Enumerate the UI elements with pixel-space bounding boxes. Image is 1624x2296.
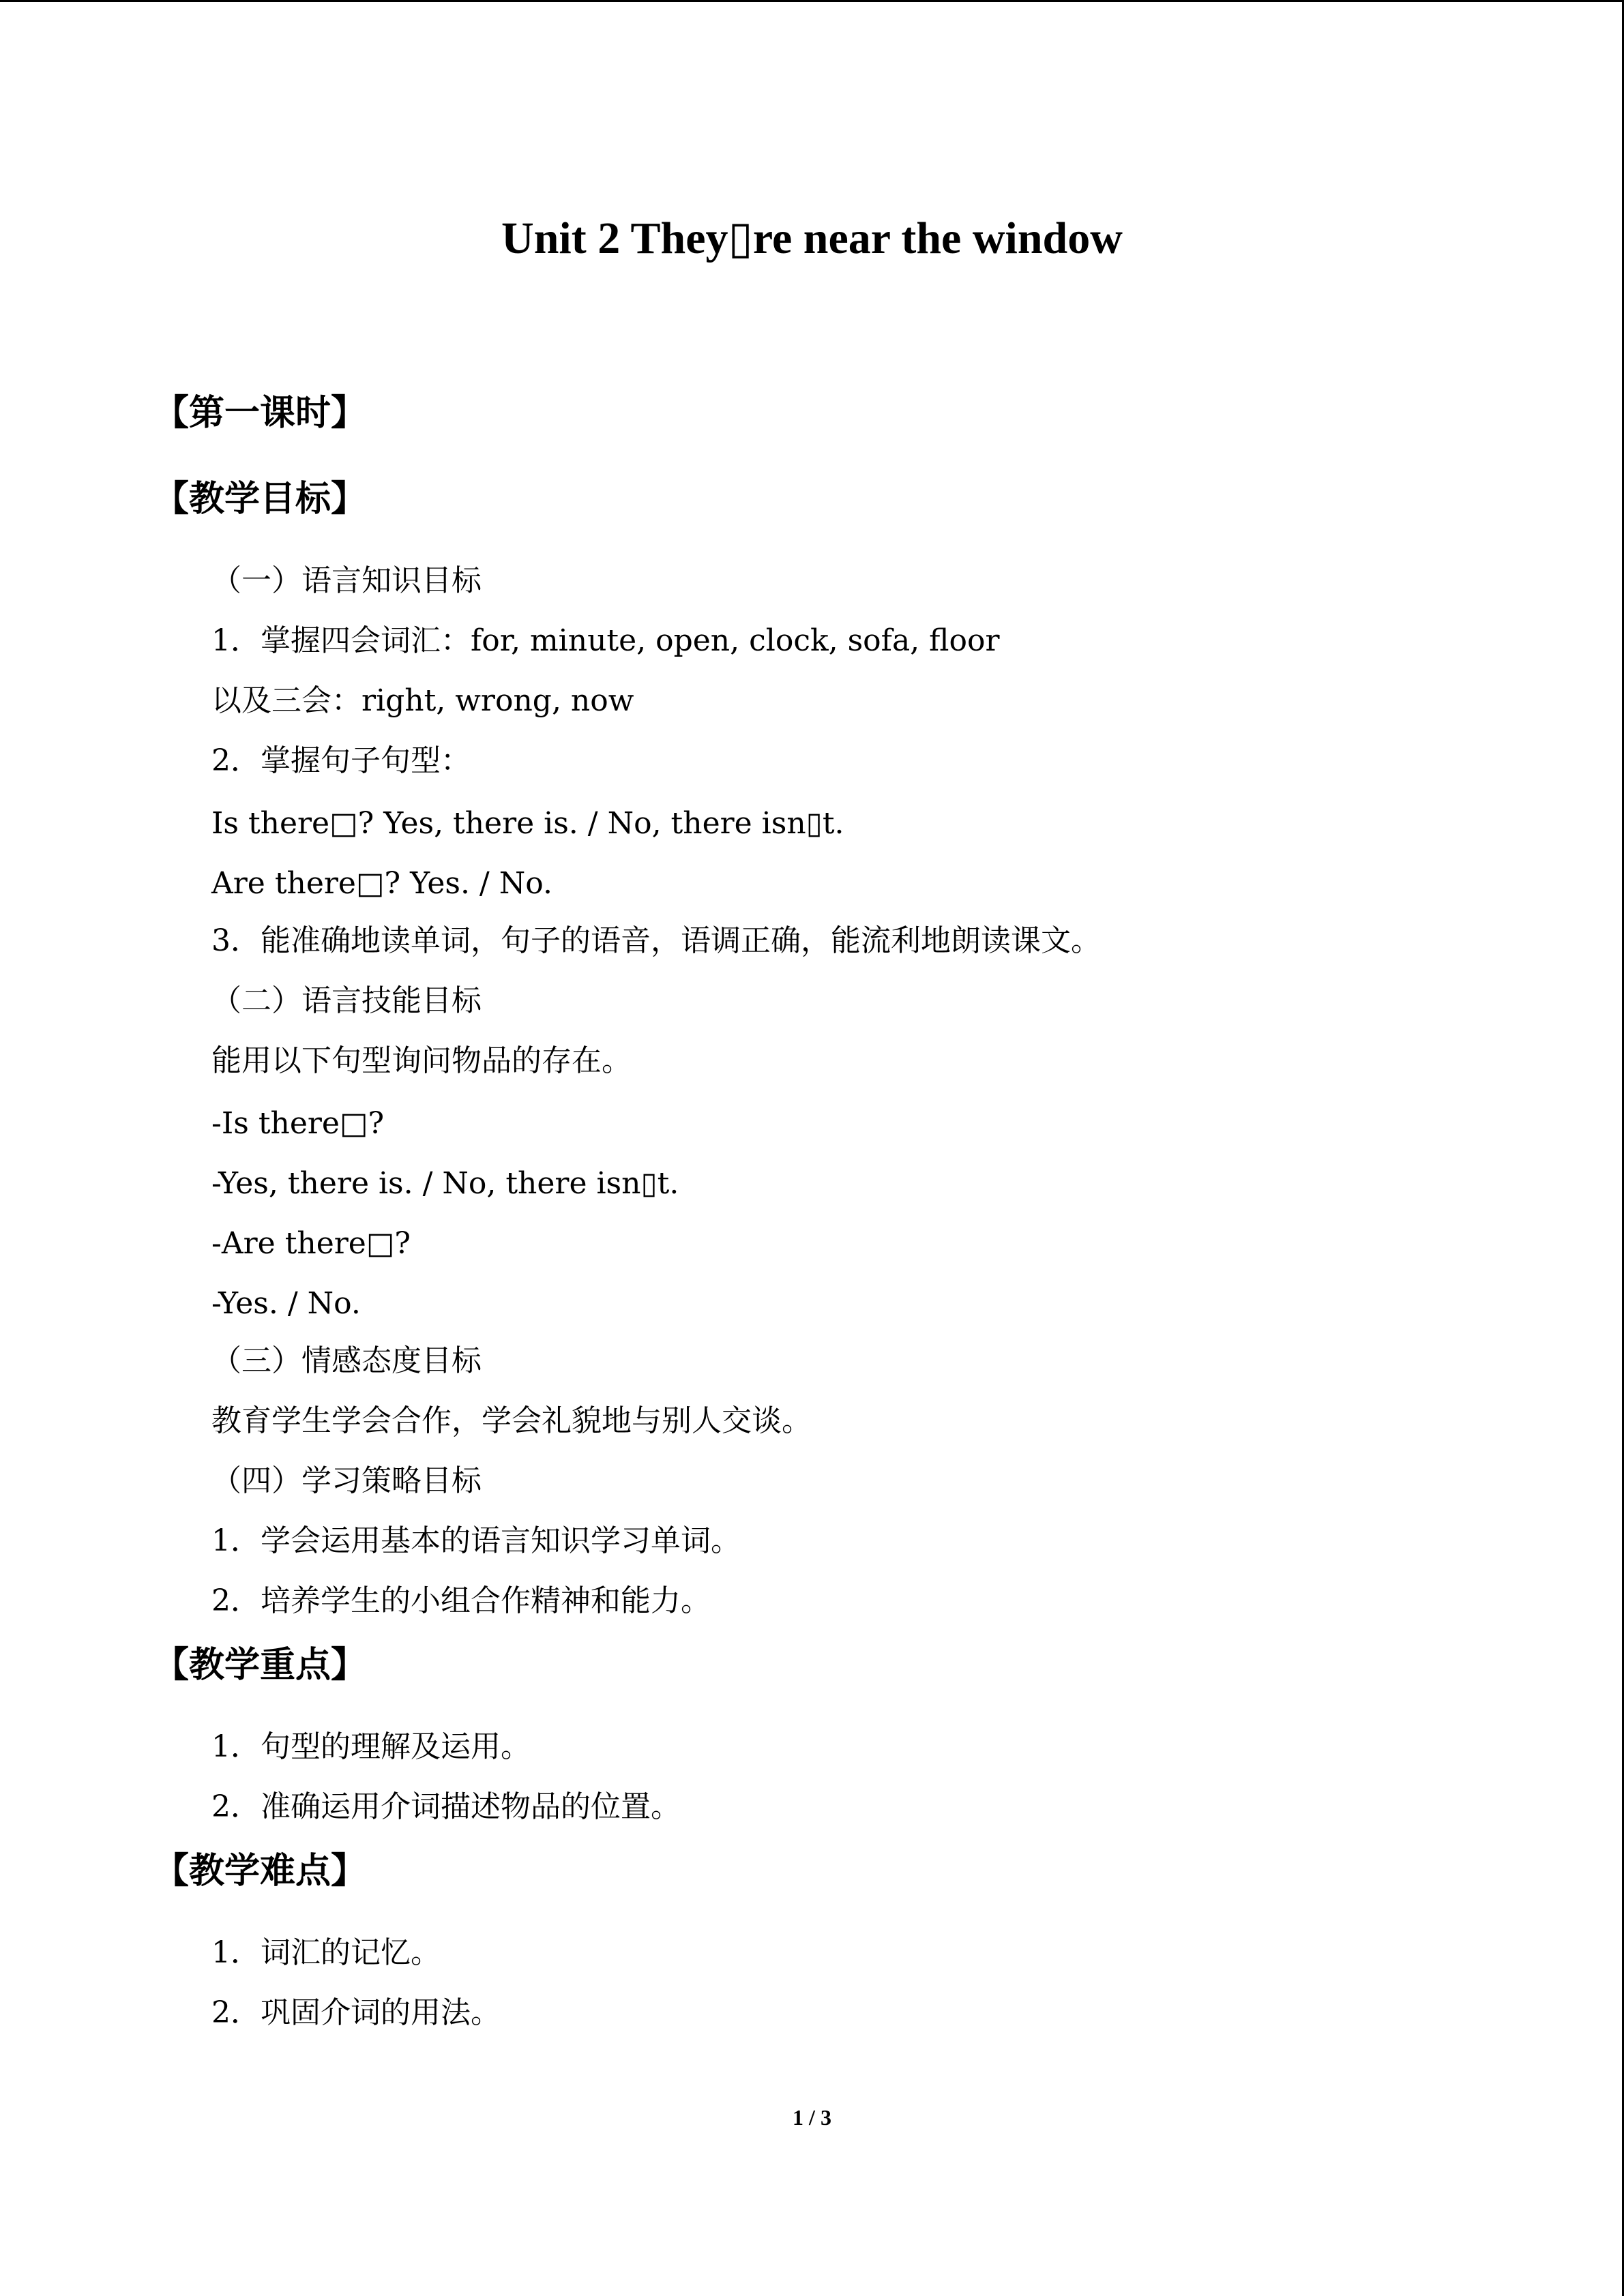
objective-pattern-is-there: Is there□? Yes, there is. / No, there isn▯t. bbox=[211, 806, 844, 841]
objective-knowledge-item-3: 3．能准确地读单词，句子的语音，语调正确，能流利地朗读课文。 bbox=[211, 923, 1101, 958]
section-lesson-heading: 【第一课时】 bbox=[153, 393, 367, 434]
objective-pattern-are-there: Are there□? Yes. / No. bbox=[211, 866, 552, 901]
objective-skills-item-1: 能用以下句型询问物品的存在。 bbox=[211, 1043, 632, 1078]
objective-knowledge-item-1: 1．掌握四会词汇：for, minute, open, clock, sofa, floor bbox=[211, 623, 1000, 658]
key-point-item-2: 2．准确运用介词描述物品的位置。 bbox=[211, 1789, 681, 1824]
difficulty-item-2: 2．巩固介词的用法。 bbox=[211, 1995, 501, 2030]
document-title: Unit 2 They▯re near the window bbox=[501, 213, 1123, 263]
objective-knowledge-item-2: 2．掌握句子句型： bbox=[211, 743, 471, 778]
key-point-item-1: 1．句型的理解及运用。 bbox=[211, 1729, 531, 1764]
objective-skills-dialogue-4: -Yes. / No. bbox=[211, 1286, 361, 1321]
objective-affect-item-1: 教育学生学会合作，学会礼貌地与别人交谈。 bbox=[211, 1403, 812, 1438]
objective-skills-dialogue-1: -Is there□? bbox=[211, 1106, 385, 1141]
page-number: 1 / 3 bbox=[793, 2105, 831, 2130]
objective-skills-heading: （二）语言技能目标 bbox=[211, 983, 482, 1018]
objective-skills-dialogue-3: -Are there□? bbox=[211, 1226, 411, 1261]
objective-strategy-item-1: 1．学会运用基本的语言知识学习单词。 bbox=[211, 1523, 741, 1558]
difficulty-item-1: 1．词汇的记忆。 bbox=[211, 1935, 441, 1970]
page-top-border bbox=[0, 0, 1624, 2]
objective-skills-dialogue-2: -Yes, there is. / No, there isn▯t. bbox=[211, 1166, 679, 1201]
section-difficulties-heading: 【教学难点】 bbox=[153, 1851, 367, 1892]
objective-affect-heading: （三）情感态度目标 bbox=[211, 1343, 482, 1378]
section-objectives-heading: 【教学目标】 bbox=[153, 479, 367, 520]
objective-strategy-heading: （四）学习策略目标 bbox=[211, 1463, 482, 1498]
objective-strategy-item-2: 2．培养学生的小组合作精神和能力。 bbox=[211, 1583, 711, 1618]
section-key-points-heading: 【教学重点】 bbox=[153, 1645, 367, 1686]
objective-knowledge-heading: （一）语言知识目标 bbox=[211, 563, 482, 598]
objective-knowledge-item-1b: 以及三会：right, wrong, now bbox=[211, 683, 634, 718]
